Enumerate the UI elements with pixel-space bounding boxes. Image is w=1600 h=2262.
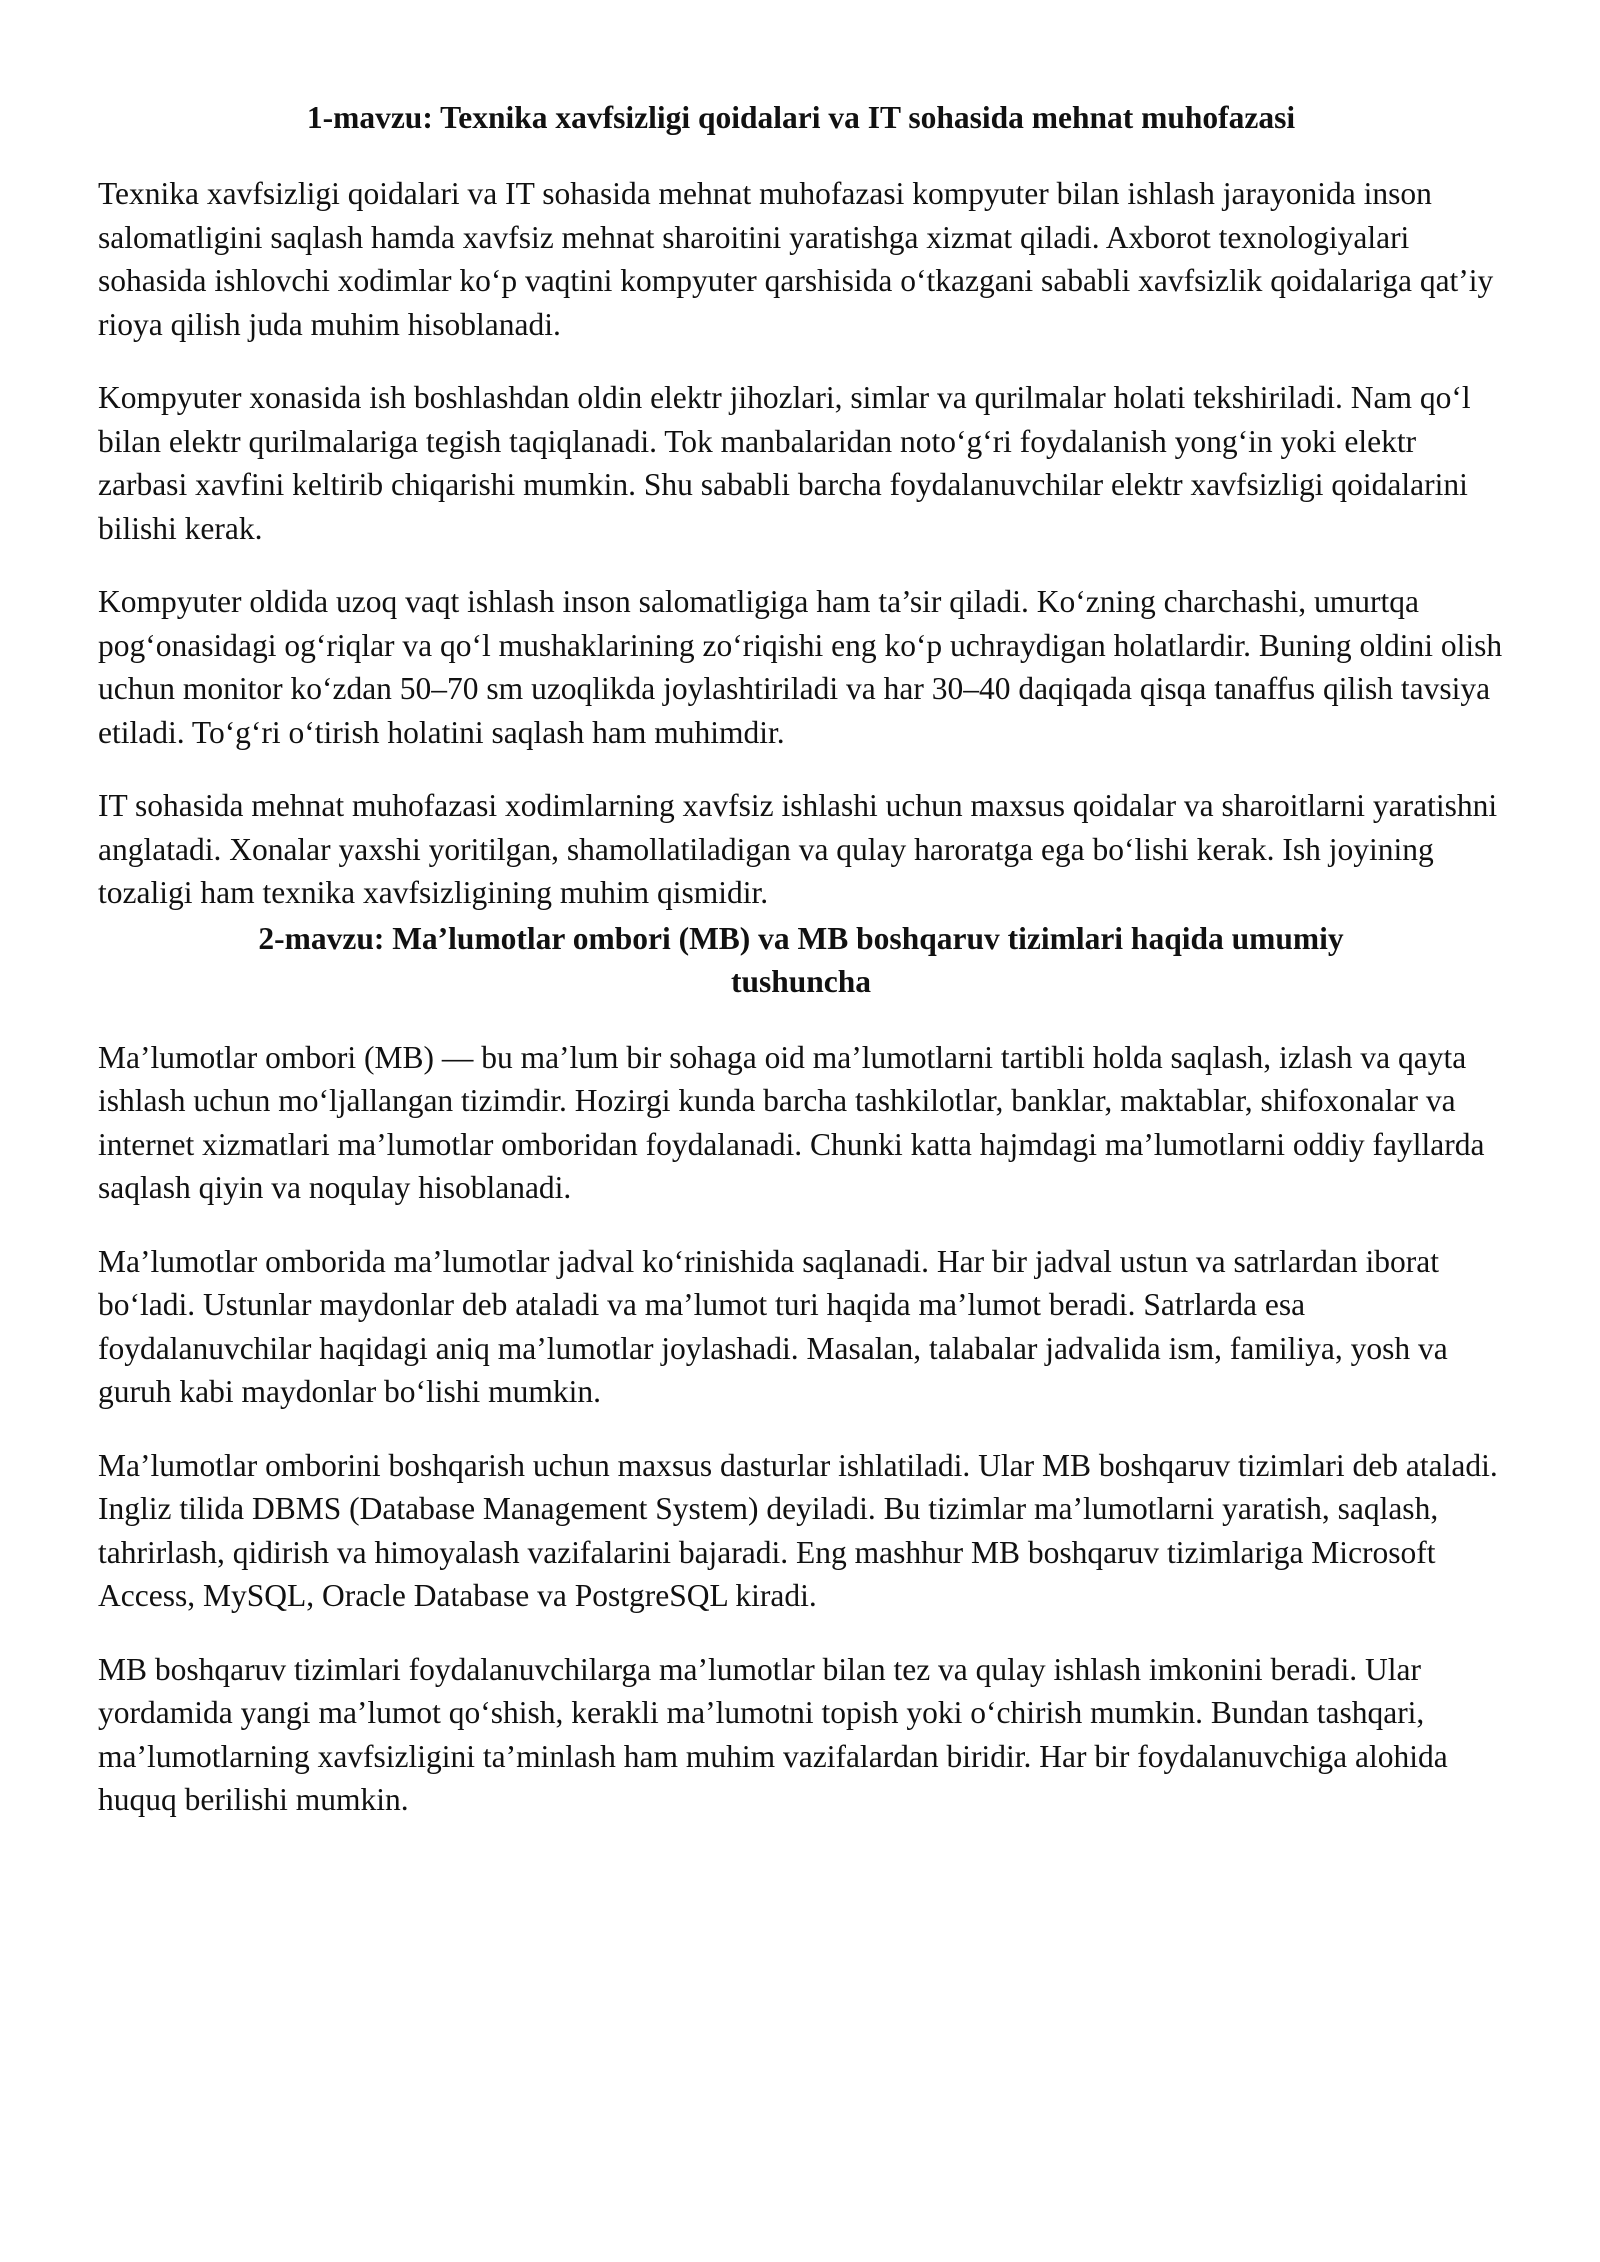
section1-paragraph-1: Texnika xavfsizligi qoidalari va IT sohasida mehnat muhofazasi kompyuter bilan ishlash jarayonida inson salomatligini saqlash hamda xavfsiz mehnat sharoitini yaratishga xizmat qiladi. Axborot texnologiyalari sohasida ishlovchi xodimlar ko‘p vaqtini kompyuter qarshisida o‘tkazgani sababli xavfsizlik qoidalariga qat’iy rioya qilish juda muhim hisoblanadi.: [98, 176, 1494, 342]
section1-paragraph-2: Kompyuter xonasida ish boshlashdan oldin elektr jihozlari, simlar va qurilmalar holati tekshiriladi. Nam qo‘l bilan elektr qurilmalariga tegish taqiqlanadi. Tok manbalaridan noto‘g‘ri foydalanish yong‘in yoki elektr zarbasi xavfini keltirib chiqarishi mumkin. Shu sababli barcha foydalanuvchilar elektr xavfsizligi qoidalarini bilishi kerak.: [98, 380, 1471, 546]
section2-title: 2-mavzu: Ma’lumotlar ombori (MB) va MB boshqaruv tizimlari haqida umumiy tushuncha: [258, 920, 1344, 999]
section1-paragraph-4: IT sohasida mehnat muhofazasi xodimlarning xavfsiz ishlashi uchun maxsus qoidalar va sharoitlarni yaratishni anglatadi. Xonalar yaxshi yoritilgan, shamollatiladigan va qulay haroratga ega bo‘lishi kerak. Ish joyining tozaligi ham texnika xavfsizligining muhim qismidir.: [98, 788, 1498, 910]
section2-paragraph-4: MB boshqaruv tizimlari foydalanuvchilarga ma’lumotlar bilan tez va qulay ishlash imkonini beradi. Ular yordamida yangi ma’lumot qo‘shish, kerakli ma’lumotni topish yoki o‘chirish mumkin. Bundan tashqari, ma’lumotlarning xavfsizligini ta’minlash ham muhim vazifalardan biridir. Har bir foydalanuvchiga alohida huquq berilishi mumkin.: [98, 1651, 1448, 1817]
section1-title: 1-mavzu: Texnika xavfsizligi qoidalari va IT sohasida mehnat muhofazasi: [306, 100, 1296, 135]
section1-paragraph-3: Kompyuter oldida uzoq vaqt ishlash inson salomatligiga ham ta’sir qiladi. Ko‘zning charchashi, umurtqa pog‘onasidagi og‘riqlar va qo‘l mushaklarining zo‘riqishi eng ko‘p uchraydigan holatlardir. Buning oldini olish uchun monitor ko‘zdan 50–70 sm uzoqlikda joylashtiriladi va har 30–40 daqiqada qisqa tanaffus qilish tavsiya etiladi. To‘g‘ri o‘tirish holatini saqlash ham muhimdir.: [98, 584, 1503, 750]
section2-paragraph-3: Ma’lumotlar omborini boshqarish uchun maxsus dasturlar ishlatiladi. Ular MB boshqaruv tizimlari deb ataladi. Ingliz tilida DBMS (Database Management System) deyiladi. Bu tizimlar ma’lumotlarni yaratish, saqlash, tahrirlash, qidirish va himoyalash vazifalarini bajaradi. Eng mashhur MB boshqaruv tizimlariga Microsoft Access, MySQL, Oracle Database va PostgreSQL kiradi.: [98, 1447, 1498, 1613]
section2-paragraph-2: Ma’lumotlar omborida ma’lumotlar jadval ko‘rinishida saqlanadi. Har bir jadval ustun va satrlardan iborat bo‘ladi. Ustunlar maydonlar deb ataladi va ma’lumot turi haqida ma’lumot beradi. Satrlarda esa foydalanuvchilar haqidagi aniq ma’lumotlar joylashadi. Masalan, talabalar jadvalida ism, familiya, yosh va guruh kabi maydonlar bo‘lishi mumkin.: [98, 1243, 1448, 1409]
section2-paragraph-1: Ma’lumotlar ombori (MB) — bu ma’lum bir sohaga oid ma’lumotlarni tartibli holda saqlash, izlash va qayta ishlash uchun mo‘ljallangan tizimdir. Hozirgi kunda barcha tashkilotlar, banklar, maktablar, shifoxonalar va internet xizmatlari ma’lumotlar omboridan foydalanadi. Chunki katta hajmdagi ma’lumotlarni oddiy fayllarda saqlash qiyin va noqulay hisoblanadi.: [98, 1039, 1485, 1205]
